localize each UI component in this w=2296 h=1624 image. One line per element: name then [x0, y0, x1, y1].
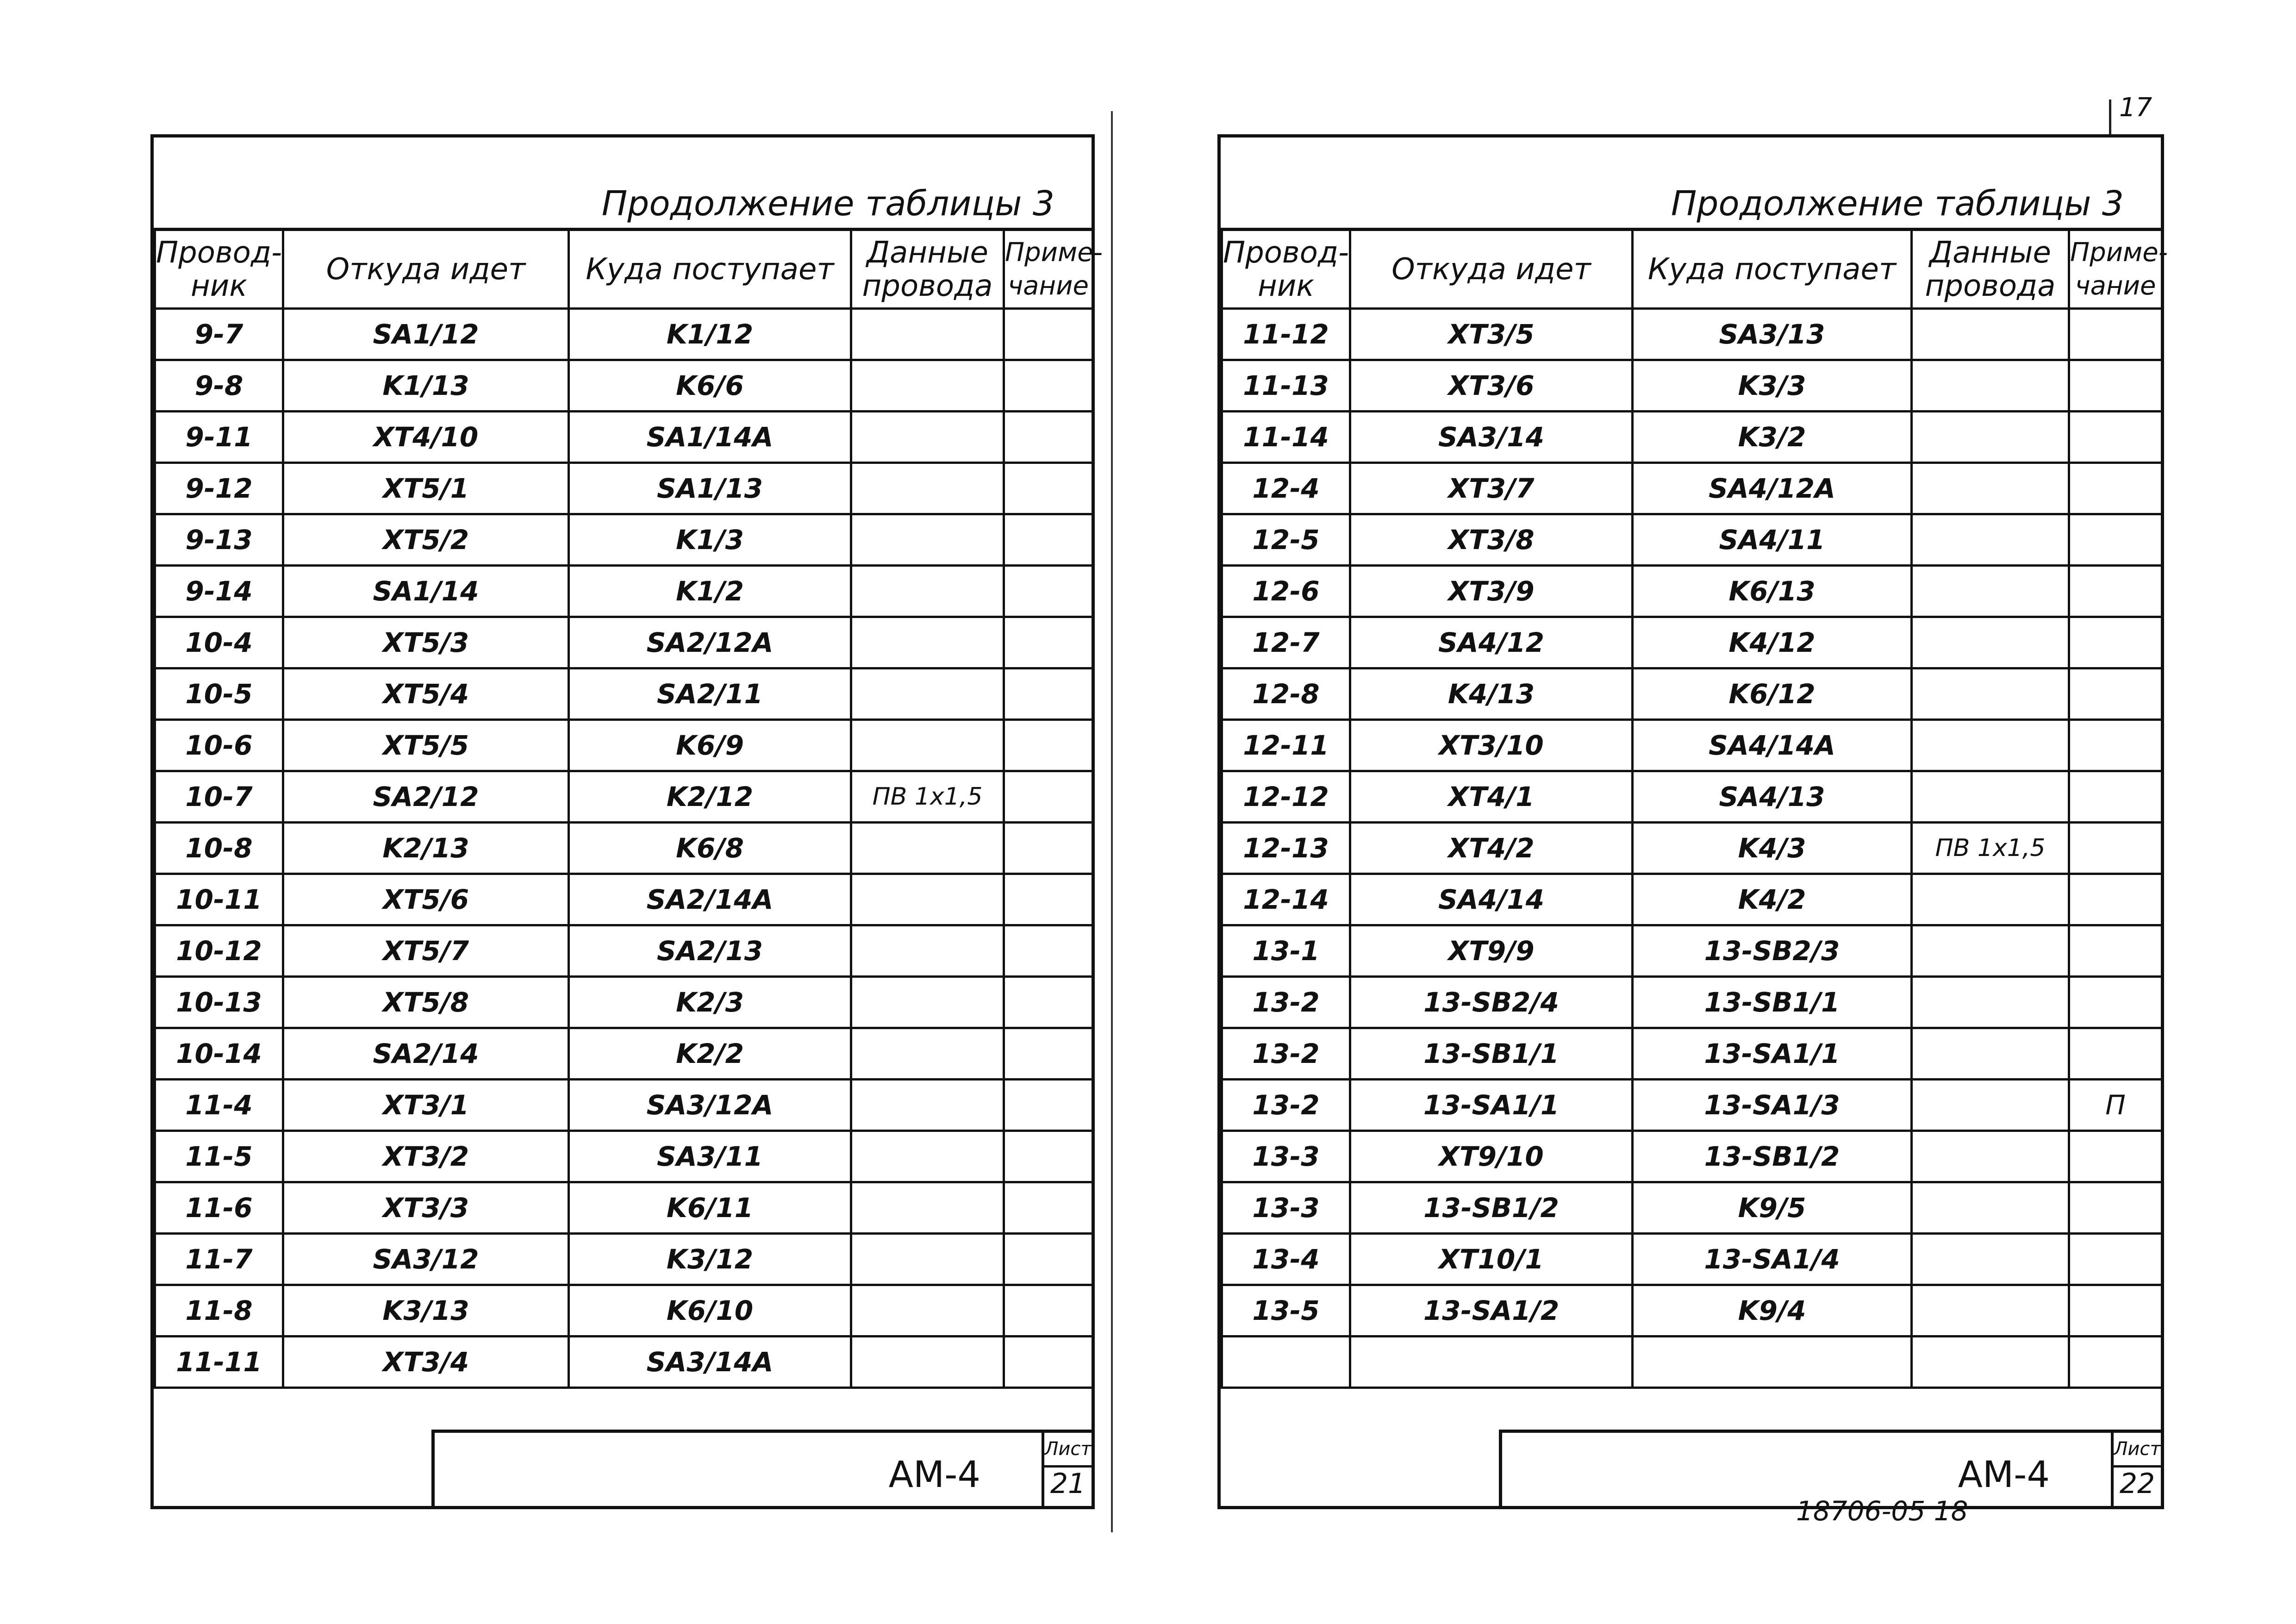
- cell-wire: 12-12: [1222, 771, 1350, 823]
- cell-from: XT4/2: [1350, 823, 1633, 874]
- cell-note: [2069, 1182, 2162, 1234]
- table-row: [155, 925, 1093, 977]
- header-from: Откуда идет: [1350, 230, 1633, 309]
- cell-to: K6/8: [569, 823, 851, 874]
- cell-spec: [851, 309, 1004, 360]
- cell-spec: [851, 360, 1004, 412]
- cell-to: 13-SA1/3: [1633, 1080, 1912, 1131]
- cell-note: [1004, 874, 1093, 925]
- cell-to: [1633, 1337, 1912, 1388]
- cell-from: SA4/12: [1350, 617, 1633, 668]
- table-row: [155, 309, 1093, 360]
- cell-from: XT9/9: [1350, 925, 1633, 977]
- cell-note: [2069, 360, 2162, 412]
- cell-note: [2069, 1028, 2162, 1080]
- cell-to: 13-SB1/2: [1633, 1131, 1912, 1182]
- cell-wire: 9-12: [155, 463, 283, 514]
- cell-note: [1004, 566, 1093, 617]
- cell-wire: 9-7: [155, 309, 283, 360]
- cell-note: [2069, 720, 2162, 771]
- cell-note: [2069, 514, 2162, 566]
- cell-to: SA4/14A: [1633, 720, 1912, 771]
- cell-wire: 11-13: [1222, 360, 1350, 412]
- sheet-number-box: [1042, 1433, 1092, 1506]
- cell-note: [1004, 514, 1093, 566]
- cell-wire: 10-14: [155, 1028, 283, 1080]
- cell-to: K3/3: [1633, 360, 1912, 412]
- cell-to: K1/3: [569, 514, 851, 566]
- cell-from: XT9/10: [1350, 1131, 1633, 1182]
- header-spec: Данные провода: [851, 230, 1004, 309]
- table-row: [1222, 1285, 2162, 1337]
- cell-from: XT3/8: [1350, 514, 1633, 566]
- header-note: Приме- чание: [1004, 230, 1093, 309]
- table-row: [155, 1028, 1093, 1080]
- sheet-number-box: [2111, 1433, 2161, 1506]
- cell-spec: [1912, 1182, 2069, 1234]
- cell-to: K3/2: [1633, 412, 1912, 463]
- table-row: [1222, 874, 2162, 925]
- cell-to: SA3/12A: [569, 1080, 851, 1131]
- cell-from: K3/13: [283, 1285, 569, 1337]
- cell-wire: 11-7: [155, 1234, 283, 1285]
- cell-to: SA4/12A: [1633, 463, 1912, 514]
- cell-from: XT3/2: [283, 1131, 569, 1182]
- cell-to: K6/10: [569, 1285, 851, 1337]
- cell-spec: [1912, 1080, 2069, 1131]
- cell-note: [2069, 1234, 2162, 1285]
- cell-wire: 10-11: [155, 874, 283, 925]
- table-row: [155, 514, 1093, 566]
- cell-from: 13-SA1/1: [1350, 1080, 1633, 1131]
- cell-spec: [851, 720, 1004, 771]
- cell-wire: 11-11: [155, 1337, 283, 1388]
- cell-spec: [1912, 925, 2069, 977]
- cell-wire: 12-4: [1222, 463, 1350, 514]
- sheet-right: [1217, 134, 2168, 1509]
- cell-spec: [1912, 874, 2069, 925]
- table-row: [155, 874, 1093, 925]
- cell-spec: [851, 412, 1004, 463]
- table-row: [1222, 1080, 2162, 1131]
- table-header-row: [155, 230, 1093, 309]
- cell-from: K1/13: [283, 360, 569, 412]
- cell-to: SA2/13: [569, 925, 851, 977]
- cell-from: XT5/3: [283, 617, 569, 668]
- cell-note: [2069, 1285, 2162, 1337]
- cell-to: K2/2: [569, 1028, 851, 1080]
- cell-from: SA2/12: [283, 771, 569, 823]
- cell-spec: [851, 1337, 1004, 1388]
- cell-spec: [1912, 1131, 2069, 1182]
- cell-from: 13-SB2/4: [1350, 977, 1633, 1028]
- cell-from: 13-SB1/2: [1350, 1182, 1633, 1234]
- cell-from: XT3/1: [283, 1080, 569, 1131]
- cell-from: XT5/6: [283, 874, 569, 925]
- sheet-label: Лист: [2114, 1433, 2161, 1468]
- cell-spec: [851, 1028, 1004, 1080]
- cell-note: [2069, 771, 2162, 823]
- cell-note: [1004, 668, 1093, 720]
- cell-wire: 11-6: [155, 1182, 283, 1234]
- cell-from: XT3/9: [1350, 566, 1633, 617]
- cell-spec: [851, 463, 1004, 514]
- cell-to: K2/12: [569, 771, 851, 823]
- table-row: [1222, 617, 2162, 668]
- cell-from: XT4/10: [283, 412, 569, 463]
- cell-note: [2069, 412, 2162, 463]
- header-from: Откуда идет: [283, 230, 569, 309]
- cell-spec: [1912, 360, 2069, 412]
- cell-wire: 10-4: [155, 617, 283, 668]
- cell-wire: 9-11: [155, 412, 283, 463]
- cell-from: XT5/1: [283, 463, 569, 514]
- cell-note: [2069, 463, 2162, 514]
- table-row: [155, 1337, 1093, 1388]
- table-row: [1222, 977, 2162, 1028]
- cell-from: SA2/14: [283, 1028, 569, 1080]
- table-row: [155, 412, 1093, 463]
- cell-spec: [851, 1182, 1004, 1234]
- cell-note: [1004, 1285, 1093, 1337]
- cell-from: XT3/4: [283, 1337, 569, 1388]
- cell-spec: [1912, 771, 2069, 823]
- cell-from: 13-SA1/2: [1350, 1285, 1633, 1337]
- cell-spec: [1912, 1234, 2069, 1285]
- cell-spec: [851, 1131, 1004, 1182]
- cell-to: K6/11: [569, 1182, 851, 1234]
- cell-from: XT10/1: [1350, 1234, 1633, 1285]
- sheet-left: [150, 134, 1103, 1509]
- table-row: [1222, 720, 2162, 771]
- cell-note: [2069, 1131, 2162, 1182]
- header-spec: Данные провода: [1912, 230, 2069, 309]
- cell-wire: 13-5: [1222, 1285, 1350, 1337]
- cell-note: [2069, 566, 2162, 617]
- cell-wire: 10-13: [155, 977, 283, 1028]
- cell-to: K9/5: [1633, 1182, 1912, 1234]
- cell-from: XT3/7: [1350, 463, 1633, 514]
- cell-to: K1/12: [569, 309, 851, 360]
- cell-wire: 9-8: [155, 360, 283, 412]
- cell-from: XT3/6: [1350, 360, 1633, 412]
- cell-wire: 13-3: [1222, 1182, 1350, 1234]
- cell-wire: 12-8: [1222, 668, 1350, 720]
- cell-wire: 13-4: [1222, 1234, 1350, 1285]
- cell-from: 13-SB1/1: [1350, 1028, 1633, 1080]
- cell-note: [1004, 309, 1093, 360]
- cell-wire: 12-14: [1222, 874, 1350, 925]
- cell-spec: [851, 617, 1004, 668]
- cell-to: K6/12: [1633, 668, 1912, 720]
- table-row: [1222, 771, 2162, 823]
- cell-to: K4/12: [1633, 617, 1912, 668]
- cell-spec: [1912, 1285, 2069, 1337]
- cell-wire: 13-2: [1222, 1028, 1350, 1080]
- cell-wire: 13-2: [1222, 977, 1350, 1028]
- cell-to: K1/2: [569, 566, 851, 617]
- cell-spec: ПВ 1x1,5: [851, 771, 1004, 823]
- cell-wire: 9-14: [155, 566, 283, 617]
- table-row: [155, 668, 1093, 720]
- table-row: [155, 771, 1093, 823]
- cell-spec: [1912, 463, 2069, 514]
- wire-table: [154, 228, 1103, 1389]
- cell-spec: ПВ 1x1,5: [1912, 823, 2069, 874]
- cell-from: XT3/5: [1350, 309, 1633, 360]
- cell-spec: [1912, 1337, 2069, 1388]
- document-code: АМ-4: [1958, 1454, 2050, 1496]
- cell-wire: 10-12: [155, 925, 283, 977]
- cell-to: K6/9: [569, 720, 851, 771]
- sheet-label: Лист: [1044, 1433, 1092, 1468]
- cell-note: [2069, 823, 2162, 874]
- table-row: [1222, 514, 2162, 566]
- table-row: [155, 1080, 1093, 1131]
- cell-wire: 11-12: [1222, 309, 1350, 360]
- cell-note: [1004, 925, 1093, 977]
- archive-number: 18706-05 18: [1796, 1495, 1968, 1527]
- cell-from: SA1/14: [283, 566, 569, 617]
- cell-to: K6/6: [569, 360, 851, 412]
- table-row: [155, 360, 1093, 412]
- cell-from: XT5/8: [283, 977, 569, 1028]
- table-row: [155, 1131, 1093, 1182]
- table-row: [1222, 1337, 2162, 1388]
- table-row: [155, 463, 1093, 514]
- table-row: [1222, 1028, 2162, 1080]
- cell-spec: [851, 1285, 1004, 1337]
- wire-table: [1221, 228, 2168, 1389]
- cell-spec: [1912, 1028, 2069, 1080]
- cell-to: SA1/13: [569, 463, 851, 514]
- cell-note: [1004, 360, 1093, 412]
- cell-wire: 12-5: [1222, 514, 1350, 566]
- cell-note: [2069, 668, 2162, 720]
- cell-wire: 12-6: [1222, 566, 1350, 617]
- table-row: [155, 1182, 1093, 1234]
- table-row: [1222, 1182, 2162, 1234]
- corner-page-number: 17: [2119, 93, 2152, 123]
- cell-spec: [851, 1080, 1004, 1131]
- cell-wire: 10-7: [155, 771, 283, 823]
- cell-to: 13-SB2/3: [1633, 925, 1912, 977]
- cell-to: K6/13: [1633, 566, 1912, 617]
- cell-note: [1004, 823, 1093, 874]
- cell-to: SA2/12A: [569, 617, 851, 668]
- cell-to: K2/3: [569, 977, 851, 1028]
- table-row: [155, 566, 1093, 617]
- cell-spec: [851, 514, 1004, 566]
- cell-spec: [1912, 566, 2069, 617]
- cell-note: [1004, 1234, 1093, 1285]
- cell-to: SA2/11: [569, 668, 851, 720]
- cell-from: K4/13: [1350, 668, 1633, 720]
- table-row: [1222, 566, 2162, 617]
- sheet-number: 22: [2119, 1468, 2155, 1500]
- corner-tick-mark: [2109, 100, 2111, 134]
- cell-note: [1004, 463, 1093, 514]
- cell-note: [1004, 720, 1093, 771]
- cell-spec: [1912, 720, 2069, 771]
- table-row: [155, 823, 1093, 874]
- cell-spec: [851, 566, 1004, 617]
- cell-from: XT3/3: [283, 1182, 569, 1234]
- cell-to: SA2/14A: [569, 874, 851, 925]
- cell-note: [2069, 874, 2162, 925]
- table-row: [155, 1285, 1093, 1337]
- table-row: [155, 720, 1093, 771]
- cell-wire: 13-3: [1222, 1131, 1350, 1182]
- table-row: [1222, 668, 2162, 720]
- header-wire: Провод- ник: [155, 230, 283, 309]
- cell-to: K3/12: [569, 1234, 851, 1285]
- cell-from: SA4/14: [1350, 874, 1633, 925]
- cell-to: K9/4: [1633, 1285, 1912, 1337]
- cell-note: [1004, 977, 1093, 1028]
- cell-from: SA1/12: [283, 309, 569, 360]
- table-continuation-title: Продолжение таблицы 3: [1671, 184, 2124, 224]
- cell-note: П: [2069, 1080, 2162, 1131]
- table-row: [155, 617, 1093, 668]
- cell-note: [1004, 1080, 1093, 1131]
- cell-note: [1004, 1337, 1093, 1388]
- cell-to: SA3/11: [569, 1131, 851, 1182]
- cell-wire: 9-13: [155, 514, 283, 566]
- cell-wire: 10-6: [155, 720, 283, 771]
- table-row: [1222, 412, 2162, 463]
- table-row: [1222, 309, 2162, 360]
- cell-note: [1004, 412, 1093, 463]
- table-row: [1222, 925, 2162, 977]
- cell-to: 13-SA1/1: [1633, 1028, 1912, 1080]
- cell-from: XT5/2: [283, 514, 569, 566]
- table-row: [1222, 463, 2162, 514]
- cell-wire: 12-11: [1222, 720, 1350, 771]
- cell-to: SA1/14A: [569, 412, 851, 463]
- cell-note: [2069, 1337, 2162, 1388]
- table-row: [1222, 823, 2162, 874]
- cell-wire: 11-14: [1222, 412, 1350, 463]
- table-row: [1222, 1234, 2162, 1285]
- cell-wire: 12-13: [1222, 823, 1350, 874]
- header-to: Куда поступает: [1633, 230, 1912, 309]
- cell-wire: 11-4: [155, 1080, 283, 1131]
- cell-spec: [851, 977, 1004, 1028]
- header-wire: Провод- ник: [1222, 230, 1350, 309]
- cell-from: XT5/5: [283, 720, 569, 771]
- cell-from: SA3/12: [283, 1234, 569, 1285]
- cell-wire: 13-1: [1222, 925, 1350, 977]
- cell-to: 13-SA1/4: [1633, 1234, 1912, 1285]
- cell-from: SA3/14: [1350, 412, 1633, 463]
- cell-from: XT5/7: [283, 925, 569, 977]
- cell-wire: 11-5: [155, 1131, 283, 1182]
- cell-note: [1004, 1182, 1093, 1234]
- cell-from: XT5/4: [283, 668, 569, 720]
- sheet-number: 21: [1050, 1468, 1086, 1500]
- cell-wire: [1222, 1337, 1350, 1388]
- cell-from: XT4/1: [1350, 771, 1633, 823]
- cell-wire: 10-5: [155, 668, 283, 720]
- cell-from: K2/13: [283, 823, 569, 874]
- cell-spec: [1912, 309, 2069, 360]
- header-to: Куда поступает: [569, 230, 851, 309]
- cell-spec: [1912, 977, 2069, 1028]
- cell-spec: [851, 1234, 1004, 1285]
- table-continuation-title: Продолжение таблицы 3: [601, 184, 1054, 224]
- cell-wire: 10-8: [155, 823, 283, 874]
- cell-to: SA3/14A: [569, 1337, 851, 1388]
- page-fold-line: [1111, 111, 1113, 1532]
- cell-wire: 11-8: [155, 1285, 283, 1337]
- cell-wire: 12-7: [1222, 617, 1350, 668]
- cell-spec: [851, 925, 1004, 977]
- cell-note: [1004, 1131, 1093, 1182]
- table-row: [1222, 360, 2162, 412]
- cell-spec: [1912, 668, 2069, 720]
- table-row: [155, 977, 1093, 1028]
- cell-note: [1004, 771, 1093, 823]
- cell-spec: [1912, 412, 2069, 463]
- title-block: [1499, 1430, 2161, 1506]
- table-header-row: [1222, 230, 2162, 309]
- cell-to: SA4/13: [1633, 771, 1912, 823]
- cell-note: [2069, 977, 2162, 1028]
- cell-spec: [851, 823, 1004, 874]
- cell-spec: [1912, 617, 2069, 668]
- cell-note: [2069, 925, 2162, 977]
- table-row: [1222, 1131, 2162, 1182]
- header-note: Приме- чание: [2069, 230, 2162, 309]
- cell-note: [1004, 617, 1093, 668]
- cell-to: SA4/11: [1633, 514, 1912, 566]
- cell-to: SA3/13: [1633, 309, 1912, 360]
- cell-from: XT3/10: [1350, 720, 1633, 771]
- cell-spec: [1912, 514, 2069, 566]
- cell-from: [1350, 1337, 1633, 1388]
- cell-spec: [851, 668, 1004, 720]
- cell-to: 13-SB1/1: [1633, 977, 1912, 1028]
- cell-spec: [851, 874, 1004, 925]
- title-block: [431, 1430, 1092, 1506]
- cell-wire: 13-2: [1222, 1080, 1350, 1131]
- cell-to: K4/2: [1633, 874, 1912, 925]
- table-row: [155, 1234, 1093, 1285]
- cell-note: [2069, 309, 2162, 360]
- document-code: АМ-4: [888, 1454, 980, 1496]
- cell-note: [2069, 617, 2162, 668]
- cell-note: [1004, 1028, 1093, 1080]
- cell-to: K4/3: [1633, 823, 1912, 874]
